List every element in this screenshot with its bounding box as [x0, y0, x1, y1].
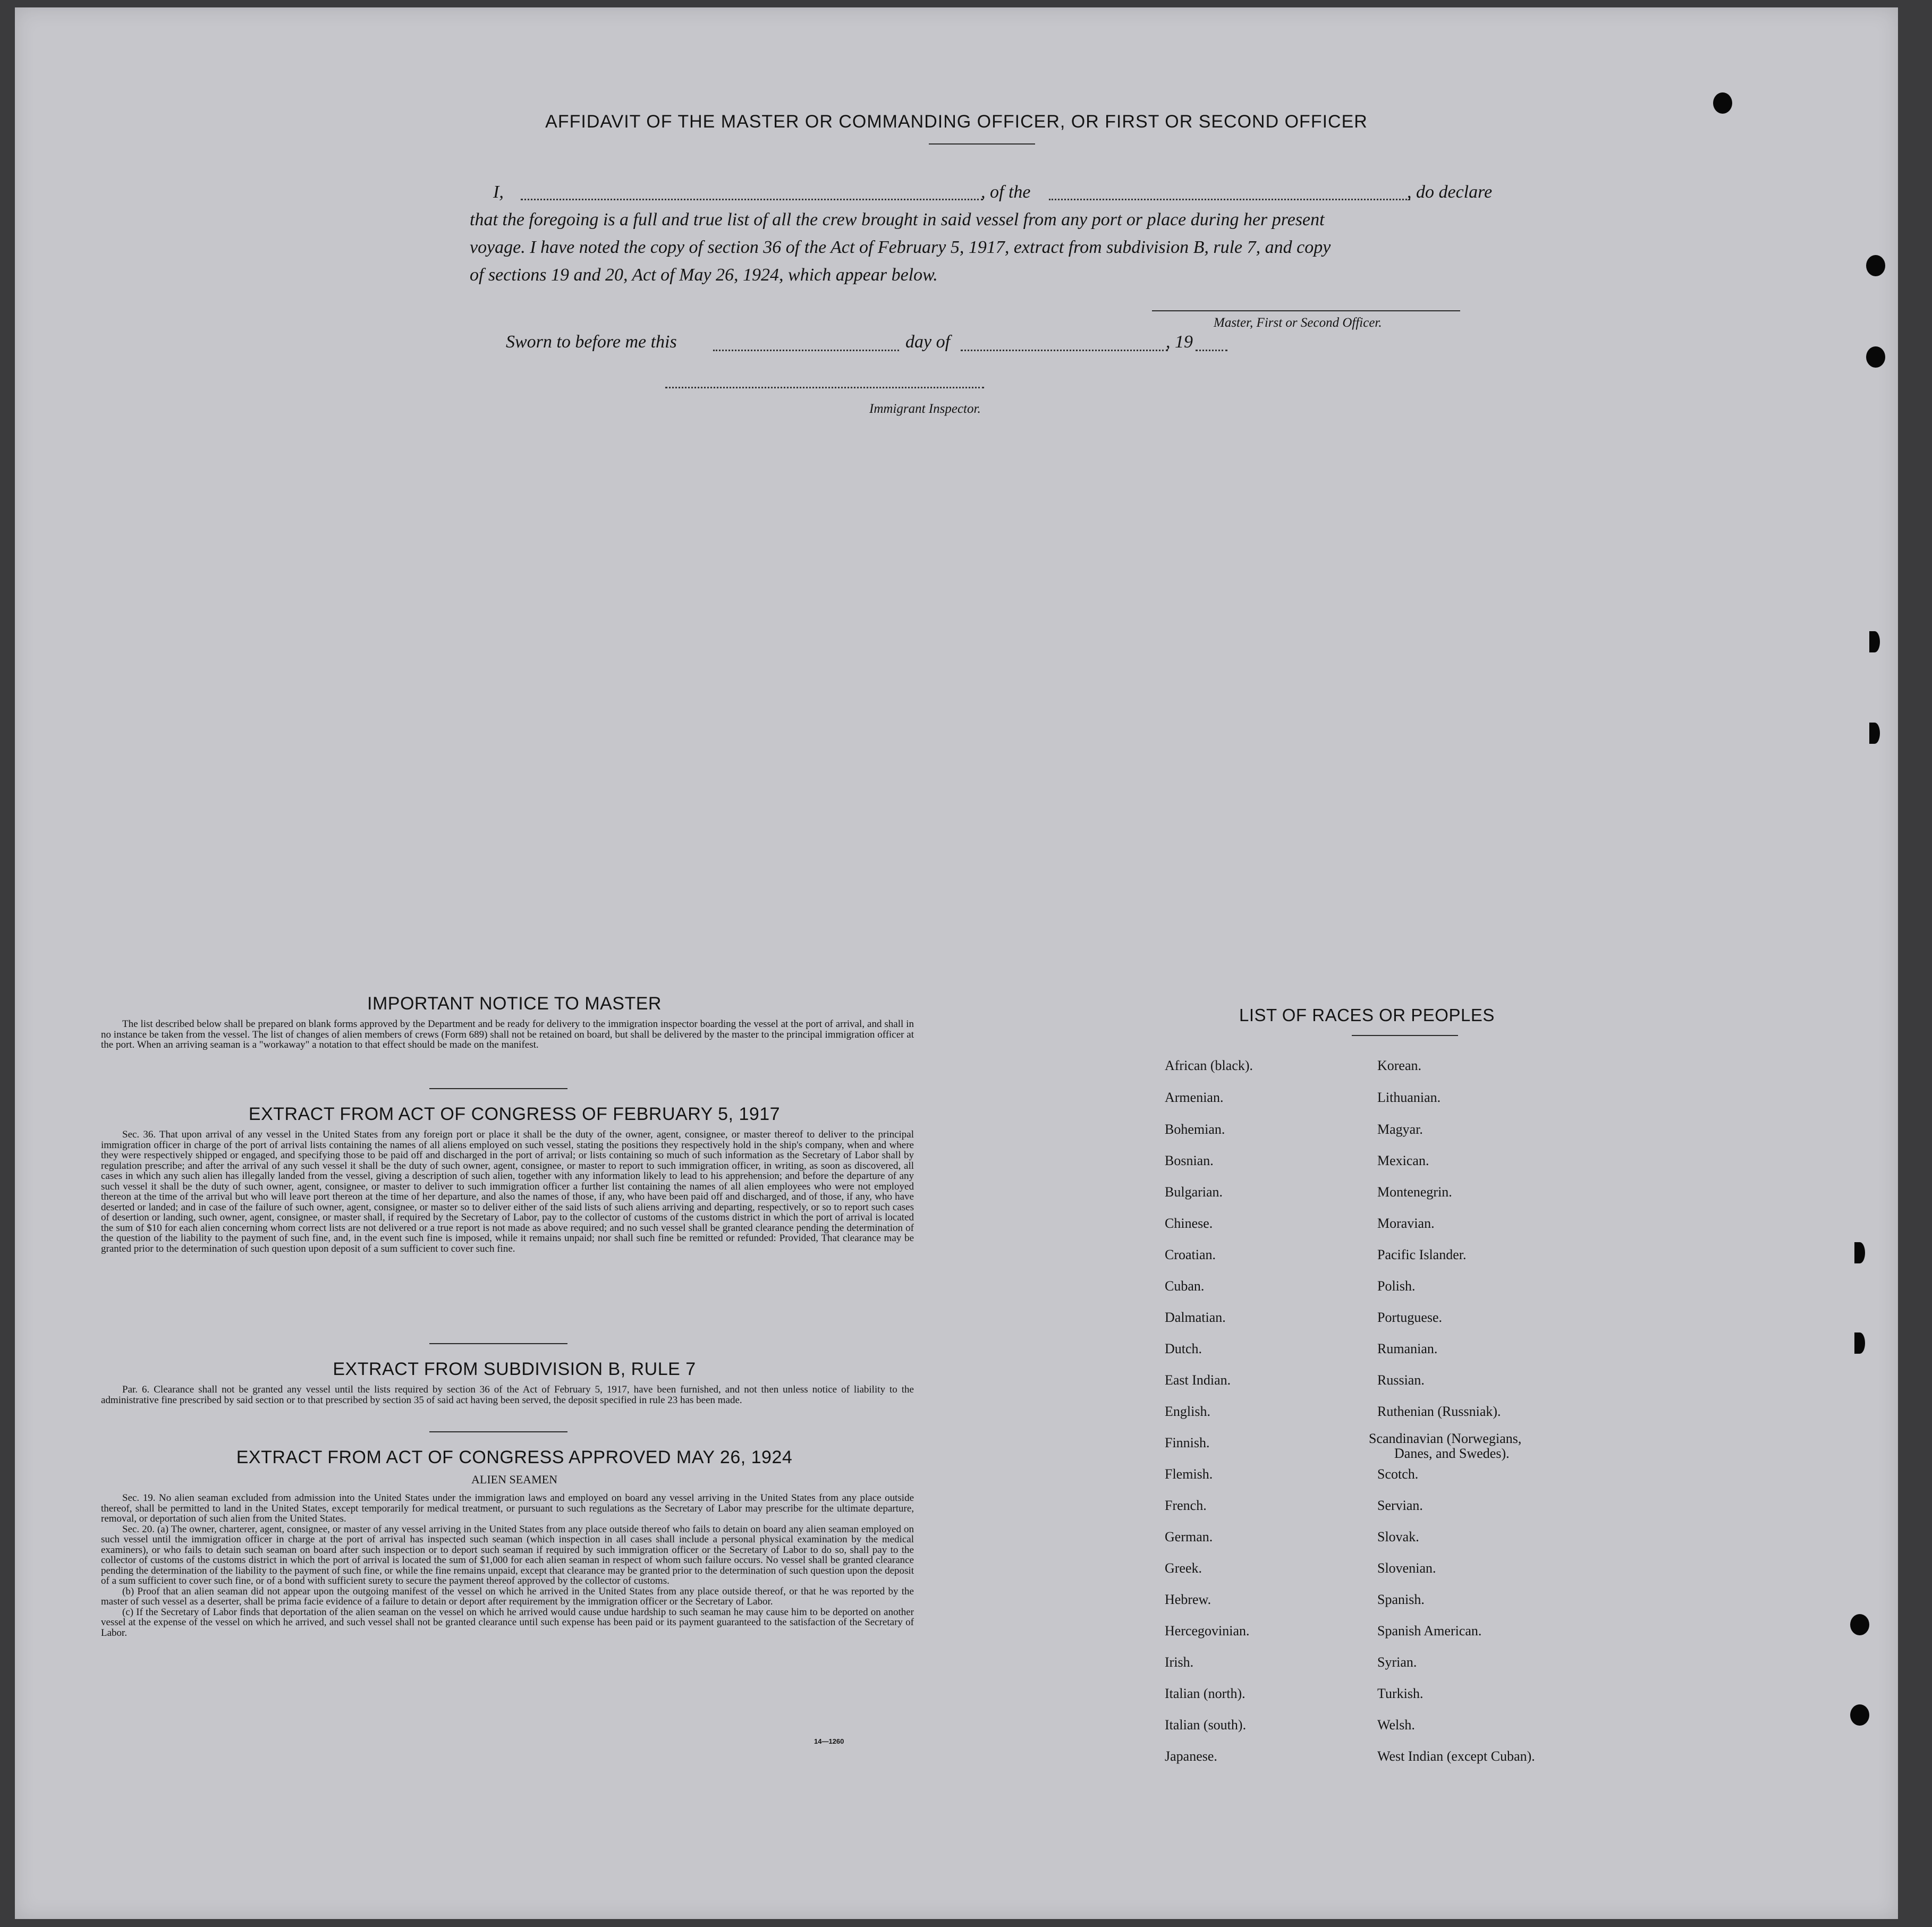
sworn-year-field[interactable] [1196, 350, 1227, 351]
race-left: Italian (south). [1165, 1717, 1247, 1733]
day-of-text: day of [905, 332, 951, 352]
extract-rule7-text: Par. 6. Clearance shall not be granted any vessel until the lists required by section 36 of the Act of February 5, 1917, have been furnished, and not then unless notice of liability to the administrative fine prescribed by said section or to that prescribed by section 35 of said act having been served, the deposit specified in rule 23 has been made. [101, 1384, 914, 1406]
extract-1924-title: EXTRACT FROM ACT OF CONGRESS APPROVED MAY 26, 1924 [236, 1447, 793, 1467]
name-field-line[interactable] [521, 199, 983, 200]
race-right: Turkish. [1377, 1686, 1423, 1701]
race-right: Montenegrin. [1377, 1184, 1452, 1200]
race-right: Syrian. [1377, 1654, 1417, 1670]
race-right: Ruthenian (Russniak). [1377, 1404, 1501, 1419]
race-left: German. [1165, 1529, 1213, 1544]
race-right: West Indian (except Cuban). [1377, 1748, 1535, 1764]
punch-hole [1869, 723, 1880, 744]
sworn-month-field[interactable] [961, 350, 1168, 351]
race-left: Dalmatian. [1165, 1310, 1226, 1325]
sec-20a: Sec. 20. (a) The owner, charterer, agent, consignee, or master of any vessel arriving in the United States from any place outside thereof who fails to detain on board any alien seaman employed on such vessel until the immigration officer in charge at the port of arrival has inspected such seaman (which inspection in all cases shall include a personal physical examination by the medical examiners), or who fails to detain such seaman on board after such inspection or to deport such seaman if required by such immigration officer or the Secretary of Labor to do so, shall pay to the collector of customs of the customs district in which the port of arrival is located the sum of $1,000 for each alien seaman in respect of whom such failure occurs. No vessel shall be granted clearance pending the determination of the liability to the payment of such fine, or while the fine remains unpaid, except that clearance may be granted prior to the determination of such question upon the deposit of a sum sufficient to cover such fine, or of a bond with sufficient surety to secure the payment thereof approved by the collector of customs. [101, 1523, 914, 1586]
inspector-label: Immigrant Inspector. [869, 402, 981, 416]
extract-1917-title: EXTRACT FROM ACT OF CONGRESS OF FEBRUARY 5, 1917 [248, 1104, 781, 1124]
signature-line[interactable] [1152, 310, 1460, 311]
race-left: Croatian. [1165, 1247, 1216, 1262]
race-right: Russian. [1377, 1372, 1425, 1388]
races-title: LIST OF RACES OR PEOPLES [1239, 1005, 1495, 1025]
form-number: 14—1260 [814, 1737, 844, 1745]
race-right: Korean. [1377, 1058, 1422, 1073]
race-right: Rumanian. [1377, 1341, 1438, 1356]
race-left: Armenian. [1165, 1090, 1224, 1105]
race-right: Servian. [1377, 1498, 1423, 1513]
punch-hole [1869, 631, 1880, 652]
notice-text: The list described below shall be prepared on blank forms approved by the Department and be ready for delivery to the immigration inspector boarding the vessel at the port of arrival, and shall in no instance be taken from the vessel. The list of changes of alien members of crews (Form 689) shall not be retained on board, but shall be delivered by the master to the principal immigration officer at the port. When an arriving seaman is a "workaway" a notation to that effect should be made on the manifest. [101, 1018, 914, 1050]
race-left: Bosnian. [1165, 1153, 1214, 1168]
race-left: Chinese. [1165, 1216, 1213, 1231]
race-right: Spanish. [1377, 1592, 1425, 1607]
race-right: Moravian. [1377, 1216, 1435, 1231]
sec-20c: (c) If the Secretary of Labor finds that deportation of the alien seaman on the vessel on which he arrived would cause undue hardship to such seaman he may cause him to be deported on another vessel at the expense of the vessel on which he arrived, and such vessel shall not be granted clearance until such expense has been paid or its payment guaranteed to the satisfaction of the Secretary of Labor. [101, 1606, 914, 1639]
extract-1924-text [101, 1493, 914, 1638]
extract-1917-text: Sec. 36. That upon arrival of any vessel in the United States from any foreign port or place it shall be the duty of the owner, agent, consignee, or master thereof to deliver to the principal immigration officer in charge of the port of arrival lists containing the names of all aliens employed on such vessel, stating the positions they respectively hold in the ship's company, when and where they were respectively shipped or engaged, and specifying those to be paid off and discharged in the port of arrival; or lists containing so much of such information as the Secretary of Labor shall by regulation prescribe; and after the arrival of any such vessel it shall be the duty of such owner, agent, consignee, or master to report to such immigration officer, in writing, as soon as discovered, all cases in which any such alien has illegally landed from the vessel, giving a description of such alien, together with any information likely to lead to his apprehension; and before the departure of any such vessel it shall be the duty of such owner, agent, consignee, or master to deliver to such immigration officer a further list containing the names of all alien employees who were not employed thereon at the time of the arrival but who will leave port thereon at the time of her departure, and also the names of those, if any, who have been paid off and discharged, and of those, if any, who have deserted or landed; and in case of the failure of such owner, agent, consignee, or master so to deliver either of the said lists of such aliens arriving and departing, respectively, or so to report such cases of desertion or landing, such owner, agent, consignee, or master shall, if required by the Secretary of Labor, pay to the collector of customs of the customs district in which the port of arrival is located the sum of $10 for each alien concerning whom correct lists are not delivered or a true report is not made as above required; and no such vessel shall be granted clearance pending the determination of the question of the liability to the payment of such fine, and, in the event such fine is imposed, while it remains unpaid; nor shall such fine be remitted or refunded: Provided, That clearance may be granted prior to the determination of such question upon deposit of a sum sufficient to cover such fine. [101, 1129, 914, 1254]
race-left: English. [1165, 1404, 1210, 1419]
race-right: Scandinavian (Norwegians, [1369, 1431, 1522, 1446]
race-left: East Indian. [1165, 1372, 1231, 1388]
section-divider [429, 1088, 567, 1089]
affidavit-line-3: voyage. I have noted the copy of section 36 of the Act of February 5, 1917, extract from subdivision B, rule 7, and copy [470, 237, 1331, 257]
punch-hole [1866, 346, 1885, 368]
punch-hole [1854, 1242, 1865, 1263]
affidavit-title: AFFIDAVIT OF THE MASTER OR COMMANDING OFFICER, OR FIRST OR SECOND OFFICER [545, 112, 1368, 132]
race-left: African (black). [1165, 1058, 1253, 1073]
race-left: Irish. [1165, 1654, 1194, 1670]
race-left: Greek. [1165, 1560, 1202, 1576]
race-right: Pacific Islander. [1377, 1247, 1467, 1262]
vessel-field-line[interactable] [1049, 199, 1410, 200]
notice-title: IMPORTANT NOTICE TO MASTER [367, 994, 662, 1014]
race-right: Welsh. [1377, 1717, 1415, 1733]
punch-hole [1713, 92, 1732, 114]
document-page [15, 7, 1898, 1919]
sworn-day-field[interactable] [713, 350, 899, 351]
race-left: Hercegovinian. [1165, 1623, 1250, 1639]
extract-rule7-title: EXTRACT FROM SUBDIVISION B, RULE 7 [333, 1359, 696, 1379]
race-right: Lithuanian. [1377, 1090, 1441, 1105]
race-left: Flemish. [1165, 1466, 1213, 1482]
race-right-continued: Danes, and Swedes). [1394, 1446, 1510, 1461]
race-right: Scotch. [1377, 1466, 1419, 1482]
title-divider [929, 143, 1035, 145]
race-left: Bulgarian. [1165, 1184, 1223, 1200]
race-left: Hebrew. [1165, 1592, 1211, 1607]
affidavit-line-2: that the foregoing is a full and true list of all the crew brought in said vessel from any port or place during her present [470, 210, 1325, 230]
punch-hole [1850, 1614, 1869, 1635]
race-left: Cuban. [1165, 1278, 1205, 1294]
races-divider [1352, 1035, 1458, 1036]
race-left: Bohemian. [1165, 1122, 1225, 1137]
sec-19: Sec. 19. No alien seaman excluded from admission into the United States under the immigration laws and employed on board any vessel arriving in the United States from any place outside thereof, shall be permitted to land in the United States, except temporarily for medical treatment, or pursuant to such regulations as the Secretary of Labor may prescribe for the ultimate departure, removal, or deportation of such alien from the United States. [101, 1492, 914, 1524]
race-left: French. [1165, 1498, 1207, 1513]
punch-hole [1854, 1332, 1865, 1354]
race-right: Mexican. [1377, 1153, 1429, 1168]
race-right: Polish. [1377, 1278, 1416, 1294]
race-right: Slovak. [1377, 1529, 1419, 1544]
affidavit-i: I, [493, 182, 504, 202]
signature-label: Master, First or Second Officer. [1214, 316, 1382, 330]
year-prefix: , 19 [1166, 332, 1193, 352]
race-left: Dutch. [1165, 1341, 1202, 1356]
race-right: Spanish American. [1377, 1623, 1482, 1639]
race-right: Portuguese. [1377, 1310, 1443, 1325]
alien-seamen-subtitle: ALIEN SEAMEN [471, 1473, 557, 1486]
sworn-text: Sworn to before me this [506, 332, 677, 352]
punch-hole [1850, 1704, 1869, 1726]
race-left: Japanese. [1165, 1748, 1217, 1764]
race-right: Slovenian. [1377, 1560, 1436, 1576]
punch-hole [1866, 255, 1885, 276]
race-left: Italian (north). [1165, 1686, 1245, 1701]
affidavit-declare: , do declare [1407, 182, 1493, 202]
inspector-signature-line[interactable] [665, 387, 984, 388]
race-left: Finnish. [1165, 1435, 1210, 1450]
section-divider [429, 1431, 567, 1432]
sec-20b: (b) Proof that an alien seaman did not appear upon the outgoing manifest of the vessel on which he arrived in the United States from any place outside thereof, or that he was reported by the master of such vessel as a deserter, shall be prima facie evidence of a failure to detain or deport after requirement by the immigration officer or the Secretary of Labor. [101, 1585, 914, 1607]
affidavit-of-the: , of the [981, 182, 1031, 202]
affidavit-line-4: of sections 19 and 20, Act of May 26, 1924, which appear below. [470, 265, 938, 285]
section-divider [429, 1343, 567, 1344]
race-right: Magyar. [1377, 1122, 1423, 1137]
